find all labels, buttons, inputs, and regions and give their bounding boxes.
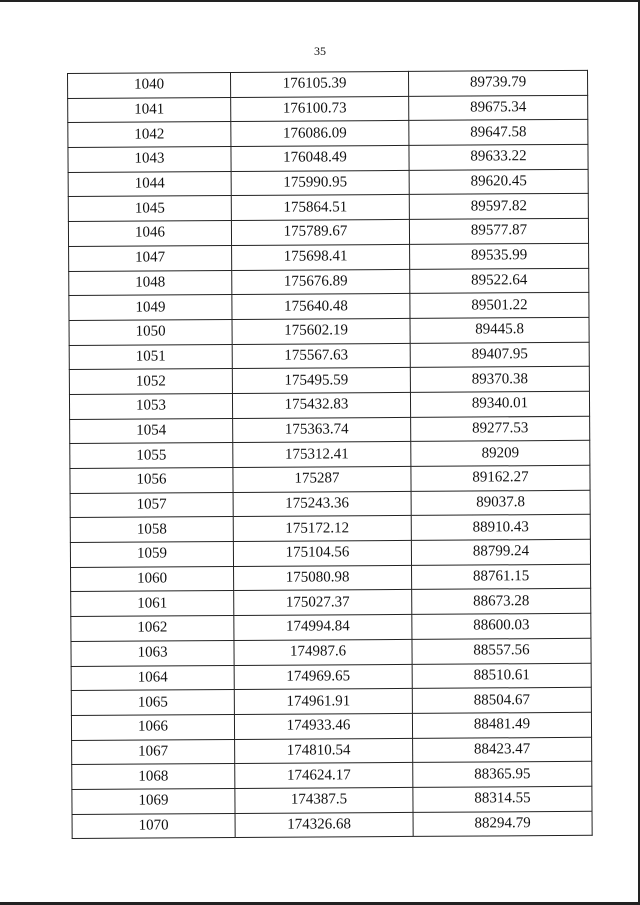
x-coordinate-cell: 174987.6 — [234, 639, 412, 665]
y-coordinate-cell: 89340.01 — [410, 391, 589, 417]
point-id-cell: 1053 — [69, 393, 232, 419]
y-coordinate-cell: 89370.38 — [410, 367, 589, 393]
point-id-cell: 1048 — [69, 270, 232, 296]
point-id-cell: 1064 — [71, 665, 234, 691]
point-id-cell: 1065 — [71, 690, 234, 716]
y-coordinate-cell: 88294.79 — [413, 811, 592, 837]
y-coordinate-cell: 89597.82 — [409, 194, 588, 220]
table-row — [69, 342, 589, 370]
y-coordinate-cell: 89501.22 — [410, 293, 589, 319]
table-row — [68, 95, 588, 123]
x-coordinate-cell: 174326.68 — [235, 812, 413, 838]
y-coordinate-cell: 89037.8 — [411, 490, 590, 516]
coordinate-table-container — [67, 70, 592, 839]
x-coordinate-cell: 175104.56 — [233, 540, 411, 566]
x-coordinate-cell: 175640.48 — [232, 294, 410, 320]
x-coordinate-cell: 175243.36 — [233, 491, 411, 517]
y-coordinate-cell: 88557.56 — [412, 638, 591, 664]
table-row — [68, 70, 588, 98]
table-row — [71, 687, 591, 715]
point-id-cell: 1051 — [69, 344, 232, 370]
table-row — [70, 490, 590, 518]
point-id-cell: 1054 — [70, 418, 233, 444]
table-row — [69, 293, 589, 321]
table-row — [72, 786, 592, 814]
point-id-cell: 1055 — [70, 443, 233, 469]
x-coordinate-cell: 175602.19 — [232, 318, 410, 344]
scan-edge-top — [0, 0, 640, 2]
x-coordinate-cell: 175172.12 — [233, 516, 411, 542]
y-coordinate-cell: 89277.53 — [411, 416, 590, 442]
table-row — [71, 663, 591, 691]
point-id-cell: 1052 — [69, 369, 232, 395]
x-coordinate-cell: 175990.95 — [231, 170, 409, 196]
page-number: 35 — [314, 44, 326, 58]
point-id-cell: 1050 — [69, 319, 232, 345]
y-coordinate-cell: 88910.43 — [411, 515, 590, 541]
table-row — [72, 762, 592, 790]
point-id-cell: 1060 — [71, 566, 234, 592]
x-coordinate-cell: 174387.5 — [235, 787, 413, 813]
table-row — [71, 638, 591, 666]
y-coordinate-cell: 89675.34 — [409, 95, 588, 121]
point-id-cell: 1047 — [69, 245, 232, 271]
x-coordinate-cell: 174969.65 — [234, 664, 412, 690]
table-row — [71, 564, 591, 592]
y-coordinate-cell: 89162.27 — [411, 465, 590, 491]
point-id-cell: 1046 — [68, 221, 231, 247]
point-id-cell: 1041 — [68, 97, 231, 123]
table-row — [71, 613, 591, 641]
point-id-cell: 1049 — [69, 295, 232, 321]
point-id-cell: 1059 — [70, 542, 233, 568]
point-id-cell: 1063 — [71, 640, 234, 666]
y-coordinate-cell: 89647.58 — [409, 120, 588, 146]
table-row — [72, 811, 592, 839]
point-id-cell: 1069 — [72, 788, 235, 814]
point-id-cell: 1042 — [68, 122, 231, 148]
y-coordinate-cell: 88799.24 — [411, 539, 590, 565]
table-row — [68, 120, 588, 148]
x-coordinate-cell: 176105.39 — [231, 71, 409, 97]
x-coordinate-cell: 175287 — [233, 466, 411, 492]
y-coordinate-cell: 88673.28 — [412, 589, 591, 615]
y-coordinate-cell: 88761.15 — [412, 564, 591, 590]
table-row — [70, 515, 590, 543]
table-row — [68, 194, 588, 222]
table-row — [68, 218, 588, 246]
table-row — [69, 391, 589, 419]
x-coordinate-cell: 175312.41 — [233, 442, 411, 468]
y-coordinate-cell: 88365.95 — [413, 762, 592, 788]
coordinate-table — [67, 70, 593, 839]
table-row — [69, 317, 589, 345]
y-coordinate-cell: 89209 — [411, 441, 590, 467]
y-coordinate-cell: 88504.67 — [412, 687, 591, 713]
point-id-cell: 1061 — [71, 591, 234, 617]
y-coordinate-cell: 89407.95 — [410, 342, 589, 368]
y-coordinate-cell: 89535.99 — [410, 243, 589, 269]
x-coordinate-cell: 175432.83 — [232, 392, 410, 418]
y-coordinate-cell: 88423.47 — [413, 737, 592, 763]
table-row — [70, 441, 590, 469]
x-coordinate-cell: 174624.17 — [235, 763, 413, 789]
x-coordinate-cell: 176086.09 — [231, 121, 409, 147]
table-row — [71, 589, 591, 617]
point-id-cell: 1058 — [70, 517, 233, 543]
point-id-cell: 1040 — [68, 73, 231, 99]
point-id-cell: 1070 — [72, 813, 235, 839]
x-coordinate-cell: 174933.46 — [234, 713, 412, 739]
y-coordinate-cell: 89620.45 — [409, 169, 588, 195]
table-row — [69, 367, 589, 395]
y-coordinate-cell: 89577.87 — [409, 218, 588, 244]
coordinate-table-body — [68, 70, 593, 838]
y-coordinate-cell: 88314.55 — [413, 786, 592, 812]
point-id-cell: 1056 — [70, 467, 233, 493]
x-coordinate-cell: 175027.37 — [234, 590, 412, 616]
point-id-cell: 1044 — [68, 171, 231, 197]
point-id-cell: 1045 — [68, 196, 231, 222]
x-coordinate-cell: 176048.49 — [231, 145, 409, 171]
point-id-cell: 1066 — [71, 714, 234, 740]
y-coordinate-cell: 89522.64 — [410, 268, 589, 294]
table-row — [69, 243, 589, 271]
y-coordinate-cell: 88481.49 — [412, 712, 591, 738]
table-row — [72, 737, 592, 765]
x-coordinate-cell: 175363.74 — [233, 417, 411, 443]
y-coordinate-cell: 89739.79 — [408, 70, 587, 96]
x-coordinate-cell: 175080.98 — [234, 565, 412, 591]
x-coordinate-cell: 175864.51 — [231, 195, 409, 221]
table-row — [68, 144, 588, 172]
x-coordinate-cell: 176100.73 — [231, 96, 409, 122]
point-id-cell: 1062 — [71, 616, 234, 642]
table-row — [70, 539, 590, 567]
point-id-cell: 1068 — [72, 764, 235, 790]
x-coordinate-cell: 174961.91 — [234, 689, 412, 715]
point-id-cell: 1043 — [68, 147, 231, 173]
x-coordinate-cell: 175676.89 — [232, 269, 410, 295]
x-coordinate-cell: 175567.63 — [232, 343, 410, 369]
x-coordinate-cell: 174810.54 — [235, 738, 413, 764]
x-coordinate-cell: 175495.59 — [232, 368, 410, 394]
y-coordinate-cell: 89445.8 — [410, 317, 589, 343]
point-id-cell: 1067 — [72, 739, 235, 765]
y-coordinate-cell: 88600.03 — [412, 613, 591, 639]
y-coordinate-cell: 88510.61 — [412, 663, 591, 689]
y-coordinate-cell: 89633.22 — [409, 144, 588, 170]
table-row — [68, 169, 588, 197]
table-row — [71, 712, 591, 740]
x-coordinate-cell: 174994.84 — [234, 615, 412, 641]
x-coordinate-cell: 175789.67 — [231, 220, 409, 246]
x-coordinate-cell: 175698.41 — [232, 244, 410, 270]
table-row — [69, 268, 589, 296]
point-id-cell: 1057 — [70, 492, 233, 518]
table-row — [70, 465, 590, 493]
table-row — [70, 416, 590, 444]
